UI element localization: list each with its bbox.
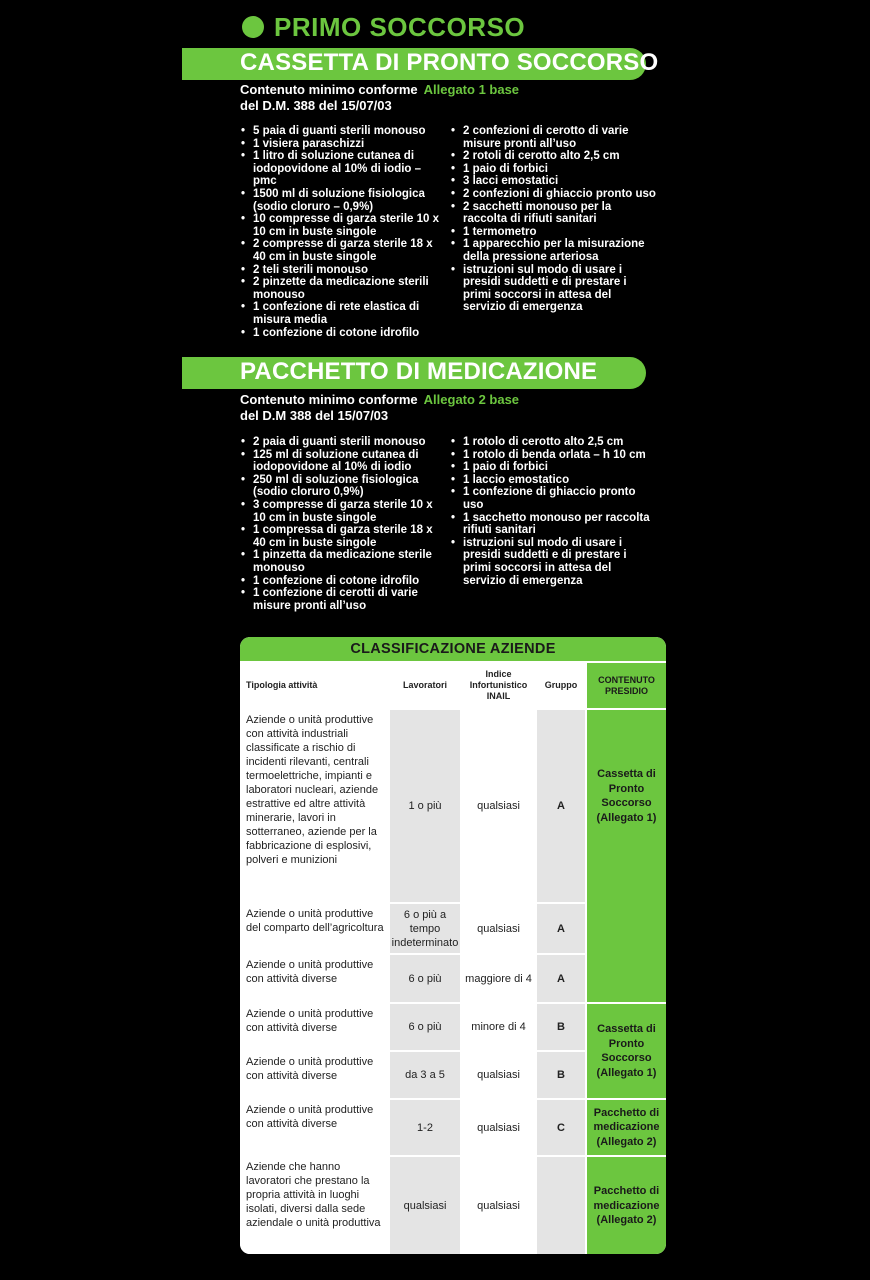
- cell-lavoratori: qualsiasi: [389, 1156, 461, 1254]
- header-contenuto: CONTENUTO PRESIDIO: [586, 662, 666, 709]
- cell-gruppo: A: [536, 954, 586, 1003]
- cell-tipologia: Aziende o unità produttive con attività diverse: [241, 1003, 389, 1051]
- list-item: • 2 confezioni di ghiaccio pronto uso: [451, 188, 656, 201]
- allegato-tag: Allegato 2 base: [423, 392, 520, 407]
- cell-gruppo: B: [536, 1003, 586, 1051]
- section-banner-pacchetto: [182, 357, 646, 389]
- list-item: • 5 paia di guanti sterili monouso: [241, 125, 441, 138]
- section-banner-cassetta: [182, 48, 659, 80]
- list-item: • 2 sacchetti monouso per la raccolta di rifiuti sanitari: [451, 201, 656, 226]
- cell-tipologia: Aziende o unità produttive del comparto dell’agricoltura: [241, 903, 389, 954]
- table-header-row: [241, 662, 666, 709]
- cell-indice: qualsiasi: [461, 709, 536, 903]
- cell-tipologia: Aziende o unità produttive con attività diverse: [241, 1099, 389, 1156]
- list-item: • istruzioni sul modo di usare i presidi suddetti e di prestare i primi soccorsi in attesa del servizio di emergenza: [451, 537, 656, 587]
- content-list-left: [241, 125, 441, 339]
- list-item: • 1 pinzetta da medicazione sterile monouso: [241, 549, 441, 574]
- page-title: PRIMO SOCCORSO: [274, 11, 526, 42]
- table-row: [241, 1003, 666, 1051]
- cell-gruppo: B: [536, 1051, 586, 1099]
- list-item: • 2 paia di guanti sterili monouso: [241, 436, 441, 449]
- subtitle-text: del D.M 388 del 15/07/03: [240, 408, 389, 423]
- content-list-right: [451, 436, 656, 587]
- cell-contenuto: Cassetta di Pronto Soccorso (Allegato 1): [586, 1003, 666, 1099]
- allegato-tag: Allegato 1 base: [423, 82, 520, 97]
- page-header: [242, 11, 525, 43]
- list-item: • 10 compresse di garza sterile 10 x 10 cm in buste singole: [241, 213, 441, 238]
- list-item: • 1 rotolo di cerotto alto 2,5 cm: [451, 436, 656, 449]
- cell-lavoratori: da 3 a 5: [389, 1051, 461, 1099]
- list-item: • 250 ml di soluzione fisiologica (sodio cloruro 0,9%): [241, 474, 441, 499]
- list-item: • 1 confezione di cotone idrofilo: [241, 575, 441, 588]
- header-tipologia: Tipologia attività: [241, 662, 389, 709]
- list-item: • 1 laccio emostatico: [451, 474, 656, 487]
- list-item: • 1 sacchetto monouso per raccolta rifiuti sanitari: [451, 512, 656, 537]
- content-list-left: [241, 436, 441, 612]
- section-subtitle: [240, 82, 519, 114]
- list-item: • 1 confezione di cotone idrofilo: [241, 327, 441, 340]
- list-item: • 3 compresse di garza sterile 10 x 10 cm in buste singole: [241, 499, 441, 524]
- cell-lavoratori: 1 o più: [389, 709, 461, 903]
- list-item: • 1 visiera paraschizzi: [241, 138, 441, 151]
- cell-indice: qualsiasi: [461, 1051, 536, 1099]
- header-gruppo: Gruppo: [536, 662, 586, 709]
- cell-gruppo: A: [536, 709, 586, 903]
- subtitle-text: Contenuto minimo conforme: [240, 392, 418, 407]
- cell-lavoratori: 6 o più a tempo indeterminato: [389, 903, 461, 954]
- list-item: • 1 paio di forbici: [451, 163, 656, 176]
- list-item: • 1 paio di forbici: [451, 461, 656, 474]
- list-item: • 1 termometro: [451, 226, 656, 239]
- list-item: • 1 confezione di cerotti di varie misure pronti all’uso: [241, 587, 441, 612]
- list-item: • 1 confezione di ghiaccio pronto uso: [451, 486, 656, 511]
- cell-tipologia: Aziende o unità produttive con attività industriali classificate a rischio di incidenti rilevanti, centrali termoelettriche, impianti e laboratori nucleari, aziende estrattive ed altre attività minerarie, lavori in sotterraneo, aziende per la fabbricazione di esplosivi, polveri e munizioni: [241, 709, 389, 903]
- cell-tipologia: Aziende che hanno lavoratori che prestano la propria attività in luoghi isolati, diversi dalla sede aziendale o unità produttiva: [241, 1156, 389, 1254]
- section-title: CASSETTA DI PRONTO SOCCORSO: [240, 49, 659, 76]
- cell-lavoratori: 6 o più: [389, 1003, 461, 1051]
- list-item: • 1 confezione di rete elastica di misura media: [241, 301, 441, 326]
- content-list-right: [451, 125, 656, 314]
- cell-indice: maggiore di 4: [461, 954, 536, 1003]
- list-item: • 1 rotolo di benda orlata – h 10 cm: [451, 449, 656, 462]
- cell-indice: qualsiasi: [461, 1099, 536, 1156]
- cell-gruppo: A: [536, 903, 586, 954]
- section-subtitle: [240, 392, 519, 424]
- list-item: • 2 rotoli di cerotto alto 2,5 cm: [451, 150, 656, 163]
- list-item: • 2 compresse di garza sterile 18 x 40 cm in buste singole: [241, 238, 441, 263]
- table-row: [241, 709, 666, 903]
- list-item: • 125 ml di soluzione cutanea di iodopovidone al 10% di iodio: [241, 449, 441, 474]
- green-dot-icon: [242, 16, 264, 38]
- section-title: PACCHETTO DI MEDICAZIONE: [240, 358, 598, 385]
- cell-indice: minore di 4: [461, 1003, 536, 1051]
- header-lavoratori: Lavoratori: [389, 662, 461, 709]
- list-item: • 2 confezioni di cerotto di varie misure pronti all’uso: [451, 125, 656, 150]
- list-item: • 2 teli sterili monouso: [241, 264, 441, 277]
- subtitle-text: Contenuto minimo conforme: [240, 82, 418, 97]
- cell-lavoratori: 6 o più: [389, 954, 461, 1003]
- list-item: • istruzioni sul modo di usare i presidi suddetti e di prestare i primi soccorsi in attesa del servizio di emergenza: [451, 264, 656, 314]
- cell-tipologia: Aziende o unità produttive con attività diverse: [241, 954, 389, 1003]
- subtitle-text: del D.M. 388 del 15/07/03: [240, 98, 392, 113]
- cell-indice: qualsiasi: [461, 1156, 536, 1254]
- classification-table: [240, 637, 666, 1254]
- table-row: [241, 1099, 666, 1156]
- cell-indice: qualsiasi: [461, 903, 536, 954]
- table-title: CLASSIFICAZIONE AZIENDE: [240, 637, 666, 661]
- cell-lavoratori: 1-2: [389, 1099, 461, 1156]
- cell-gruppo: [536, 1156, 586, 1254]
- cell-contenuto: Pacchetto di medicazione (Allegato 2): [586, 1099, 666, 1156]
- cell-contenuto: Cassetta di Pronto Soccorso (Allegato 1): [586, 709, 666, 1003]
- header-indice: Indice Infortunistico INAIL: [461, 662, 536, 709]
- list-item: • 2 pinzette da medicazione sterili monouso: [241, 276, 441, 301]
- cell-contenuto: Pacchetto di medicazione (Allegato 2): [586, 1156, 666, 1254]
- classification-grid: [240, 661, 666, 1254]
- cell-gruppo: C: [536, 1099, 586, 1156]
- list-item: • 1 litro di soluzione cutanea di iodopovidone al 10% di iodio – pmc: [241, 150, 441, 188]
- cell-tipologia: Aziende o unità produttive con attività diverse: [241, 1051, 389, 1099]
- list-item: • 1 compressa di garza sterile 18 x 40 cm in buste singole: [241, 524, 441, 549]
- list-item: • 3 lacci emostatici: [451, 175, 656, 188]
- table-row: [241, 1156, 666, 1254]
- list-item: • 1500 ml di soluzione fisiologica (sodio cloruro – 0,9%): [241, 188, 441, 213]
- list-item: • 1 apparecchio per la misurazione della pressione arteriosa: [451, 238, 656, 263]
